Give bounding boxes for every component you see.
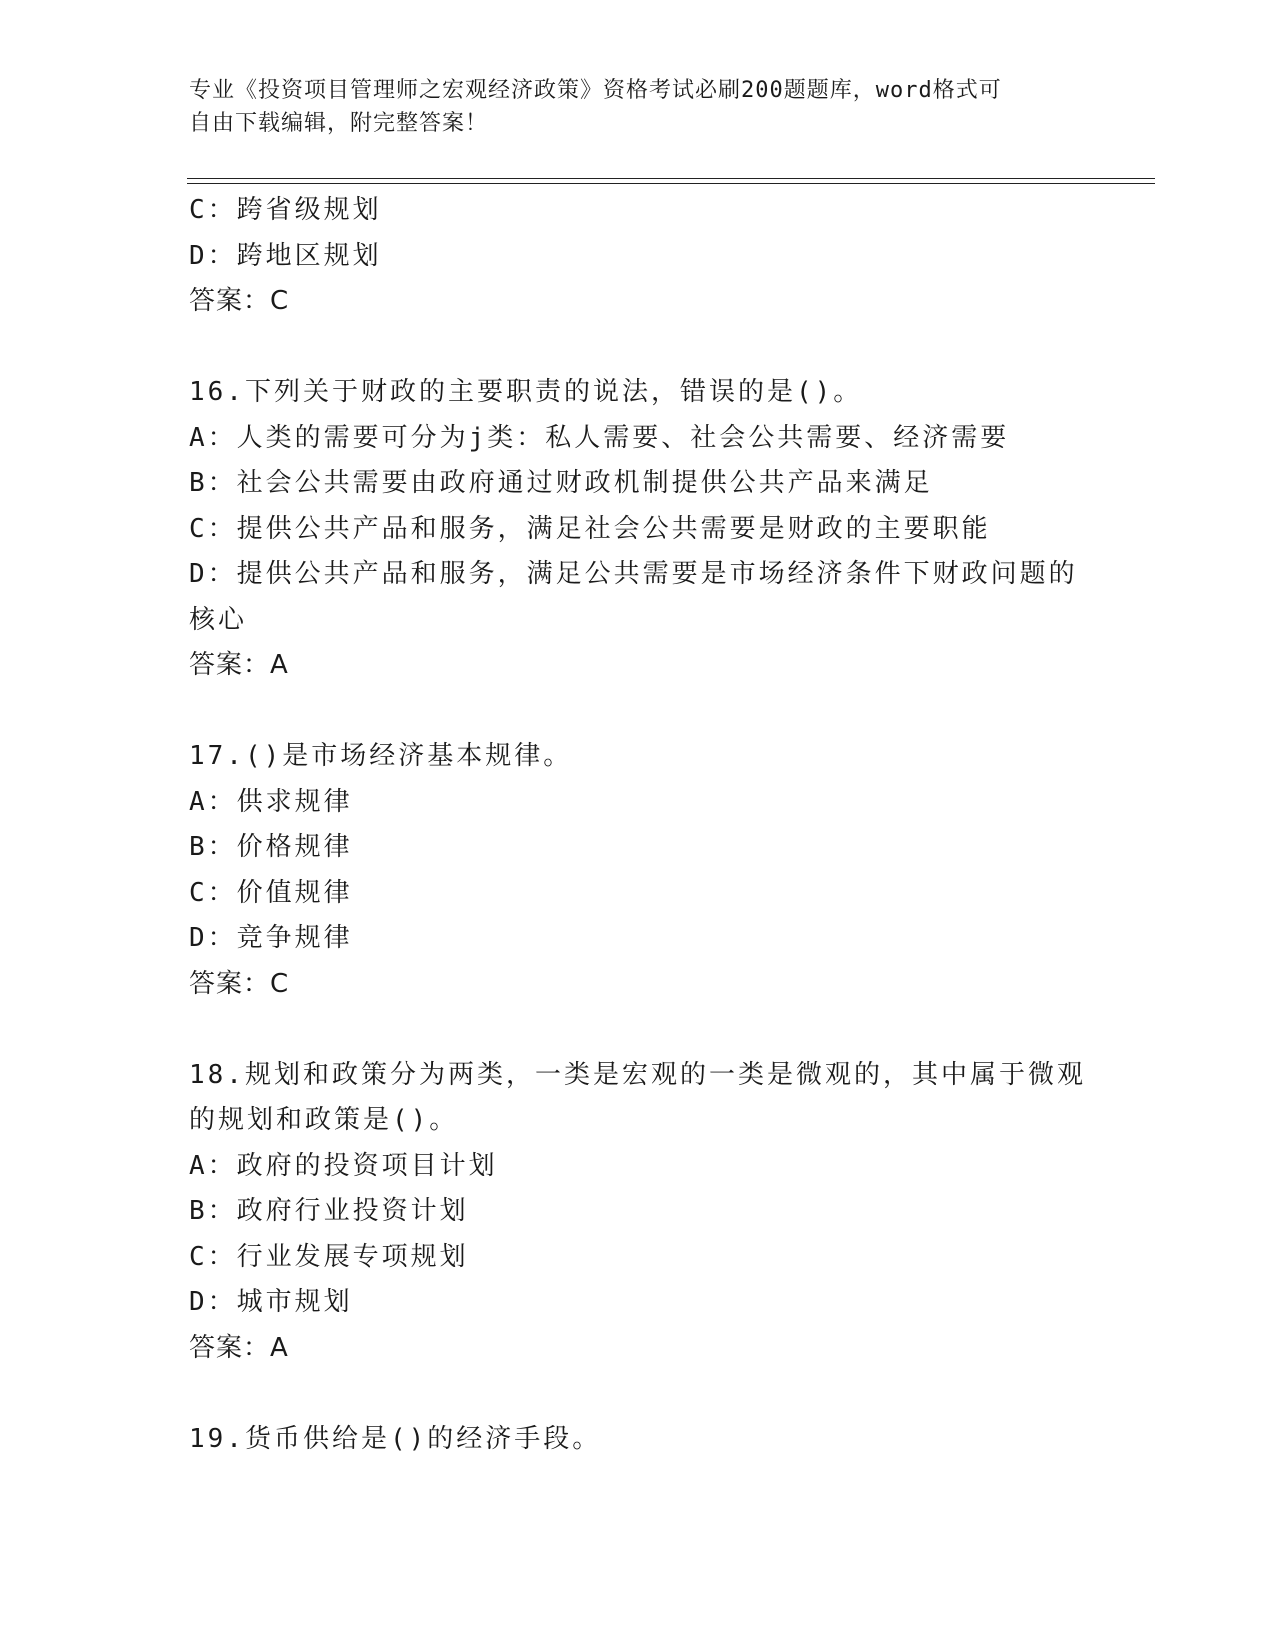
question-stem-line-1: 18.规划和政策分为两类，一类是宏观的一类是微观的，其中属于微观 (189, 1059, 1086, 1090)
question-stem: 16.下列关于财政的主要职责的说法，错误的是()。 (189, 377, 863, 407)
question-stem: 19.货币供给是()的经济手段。 (189, 1423, 602, 1454)
option-b: B：政府行业投资计划 (189, 1196, 469, 1226)
spacer (189, 1007, 1089, 1053)
option-d: D：竞争规律 (189, 923, 353, 953)
spacer (189, 1371, 1089, 1417)
option-c: C：行业发展专项规划 (189, 1241, 469, 1272)
option-d-continued: 核心 (189, 604, 248, 635)
question-stem: 17.()是市场经济基本规律。 (189, 741, 573, 771)
question-stem-line-2: 的规划和政策是()。 (189, 1105, 459, 1135)
answer: 答案：A (189, 650, 289, 680)
option-c: C：价值规律 (189, 877, 353, 908)
answer: 答案：C (189, 286, 290, 316)
question-19 (189, 1417, 1089, 1463)
option-c: C：提供公共产品和服务，满足社会公共需要是财政的主要职能 (189, 513, 991, 544)
question-content (189, 188, 1089, 1462)
document-header (189, 74, 1069, 140)
header-rule-bottom (187, 183, 1155, 184)
question-18 (189, 1053, 1089, 1372)
option-a: A：人类的需要可分为j类：私人需要、社会公共需要、经济需要 (189, 422, 1010, 453)
spacer (189, 689, 1089, 735)
option-d: D：跨地区规划 (189, 240, 382, 271)
option-d: D：城市规划 (189, 1287, 353, 1317)
spacer (189, 325, 1089, 371)
header-line-1: 专业《投资项目管理师之宏观经济政策》资格考试必刷200题题库，word格式可 (189, 78, 1002, 103)
option-c: C：跨省级规划 (189, 195, 382, 225)
option-b: B：社会公共需要由政府通过财政机制提供公共产品来满足 (189, 468, 933, 498)
question-16 (189, 370, 1089, 689)
option-a: A：政府的投资项目计划 (189, 1150, 498, 1181)
question-17 (189, 734, 1089, 1007)
prev-question (189, 188, 1089, 325)
header-rule-top (187, 178, 1155, 179)
header-line-2: 自由下载编辑，附完整答案！ (189, 111, 489, 136)
option-d: D：提供公共产品和服务，满足公共需要是市场经济条件下财政问题的 (189, 559, 1078, 589)
option-a: A：供求规律 (189, 786, 353, 817)
option-b: B：价格规律 (189, 832, 353, 862)
answer: 答案：A (189, 1332, 289, 1363)
answer: 答案：C (189, 968, 290, 999)
